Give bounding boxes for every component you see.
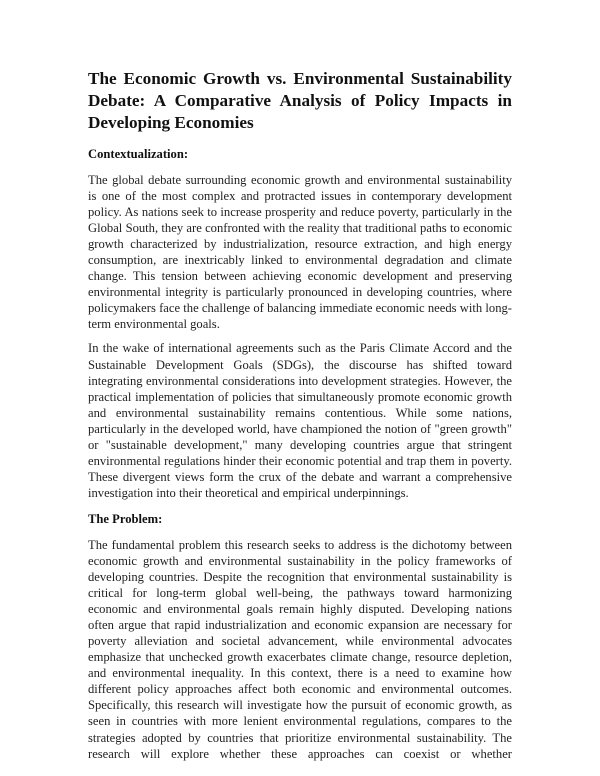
document-title: The Economic Growth vs. Environmental Sustainability Debate: A Comparative Analysis of Policy Impacts in Developing Economies bbox=[88, 69, 512, 132]
document-page bbox=[88, 68, 512, 762]
paragraph: The global debate surrounding economic growth and environmental sustainability is one of the most complex and protracted issues in contemporary development policy. As nations seek to increase prosperity and reduce poverty, particularly in the Global South, they are confronted with the reality that traditional paths to economic growth characterized by industrialization, resource extraction, and high energy consumption, are inextricably linked to environmental degradation and climate change. This tension between achieving economic development and preserving environmental integrity is particularly pronounced in developing countries, where policymakers face the challenge of balancing immediate economic needs with long-term environmental goals. bbox=[88, 173, 512, 332]
section-problem bbox=[88, 511, 512, 762]
section-heading-problem: The Problem: bbox=[88, 511, 163, 526]
section-heading-contextualization: Contextualization: bbox=[88, 147, 189, 161]
paragraph: The fundamental problem this research seeks to address is the dichotomy between economic growth and environmental sustainability in the policy frameworks of developing countries. Despite the recognition that environmental sustainability is critical for long-term global well-being, the pathways toward harmonizing economic and environmental goals remain highly disputed. Developing nations often argue that rapid industrialization and economic expansion are necessary for poverty alleviation and societal advancement, while environmental advocates emphasize that unchecked growth exacerbates climate change, resource depletion, and environmental inequality. In this context, there is a need to examine how different policy approaches affect both economic and environmental outcomes. Specifically, this research will investigate how the pursuit of economic growth, as seen in countries with more lenient environmental regulations, compares to the strategies adopted by countries that prioritize environmental sustainability. The research will explore whether these approaches can coexist or whether bbox=[88, 537, 512, 761]
paragraph: In the wake of international agreements such as the Paris Climate Accord and the Sustainable Development Goals (SDGs), the discourse has shifted toward integrating environmental considerations into development strategies. However, the practical implementation of policies that simultaneously promote economic growth and environmental sustainability remains contentious. While some nations, particularly in the developed world, have championed the notion of "green growth" or "sustainable development," many developing countries argue that stringent environmental regulations hinder their economic potential and trap them in poverty. These divergent views form the crux of the debate and warrant a comprehensive investigation into their theoretical and empirical underpinnings. bbox=[88, 341, 512, 500]
section-contextualization bbox=[88, 146, 512, 501]
